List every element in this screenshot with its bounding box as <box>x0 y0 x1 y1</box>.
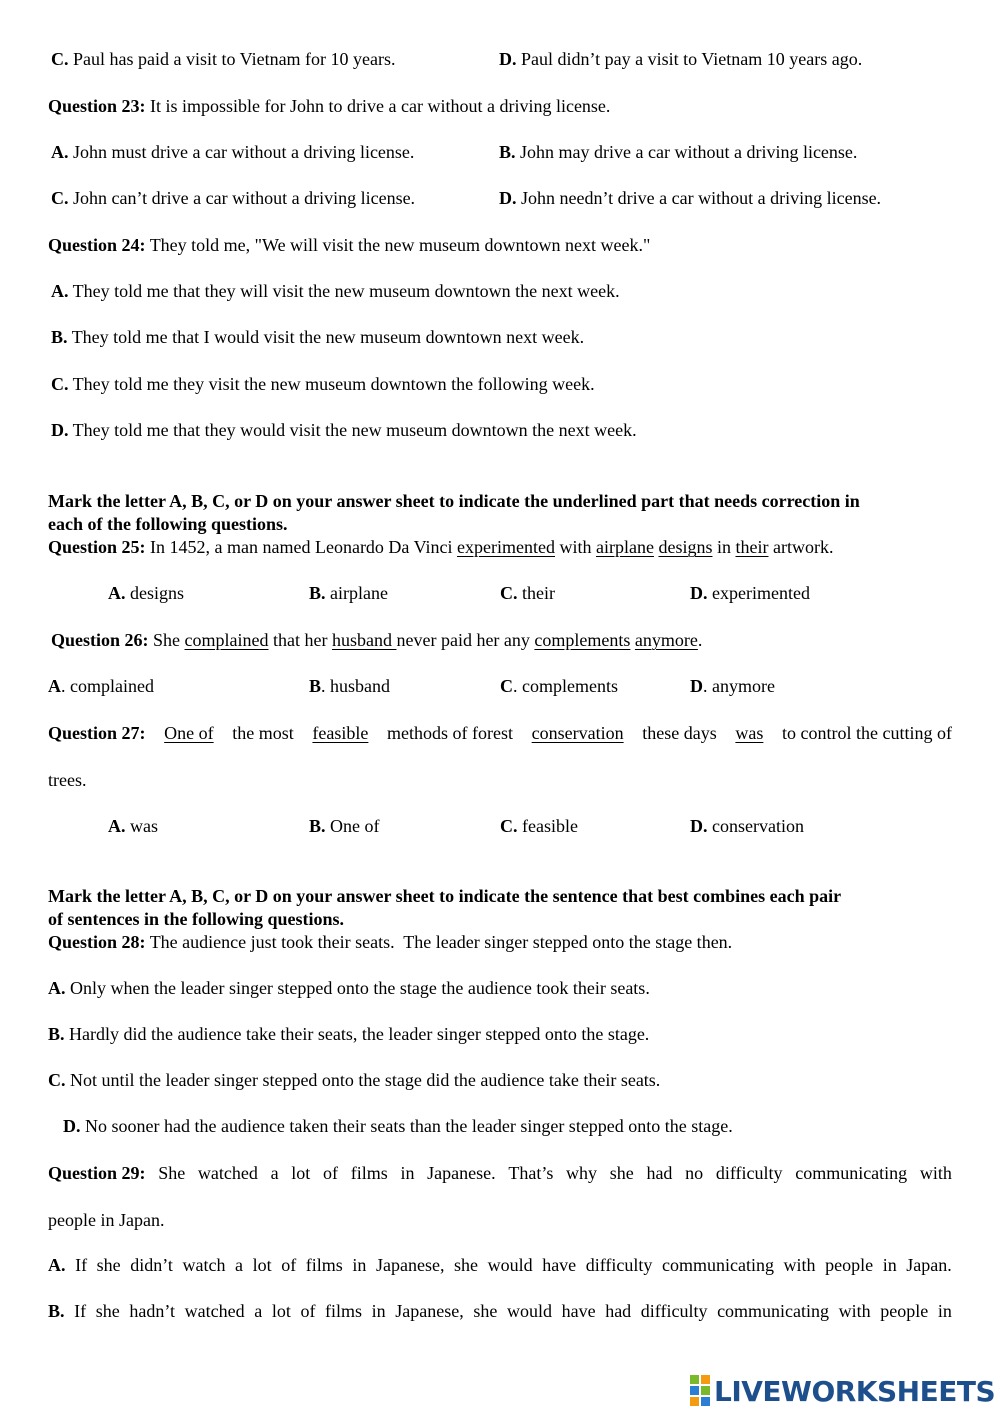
question-label: Question 27: <box>48 723 146 743</box>
option-text: They told me that I would visit the new museum downtown next week. <box>67 327 585 347</box>
instruction-line: Mark the letter A, B, C, or D on your answer sheet to indicate the underlined part that needs correction in <box>48 491 860 511</box>
section-instruction-correction <box>48 490 860 513</box>
question-27 <box>48 722 952 744</box>
word: a <box>235 1255 244 1275</box>
underlined-part: complements <box>534 630 631 650</box>
option-letter: C. <box>51 374 69 394</box>
question-26 <box>51 629 702 651</box>
underlined-part: One of <box>164 723 214 743</box>
word: people <box>825 1255 874 1275</box>
option-letter: C. <box>500 583 518 603</box>
option-letter: D. <box>690 816 708 836</box>
option-letter: D. <box>51 420 69 440</box>
question-24 <box>48 234 650 256</box>
option-23-c <box>51 187 415 209</box>
word: in <box>352 1255 367 1275</box>
section-instruction-correction-2 <box>48 513 288 536</box>
word: a <box>270 1163 279 1183</box>
instruction-line: of sentences in the following questions. <box>48 909 345 929</box>
word: Japanese, <box>395 1301 464 1321</box>
word: watched <box>197 1163 258 1183</box>
option-28-b <box>48 1023 649 1045</box>
stem-text: She <box>148 630 185 650</box>
question-stem: They told me, "We will visit the new museum downtown next week." <box>145 235 651 255</box>
question-23 <box>48 95 610 117</box>
logo-square <box>701 1386 710 1395</box>
instruction-line: Mark the letter A, B, C, or D on your answer sheet to indicate the sentence that best combines each pair <box>48 886 842 906</box>
option-22-d <box>499 48 862 70</box>
option-text: Paul didn’t pay a visit to Vietnam 10 years ago. <box>516 49 863 69</box>
word: of <box>323 1163 339 1183</box>
option-text: No sooner had the audience taken their seats than the leader singer stepped onto the stage. <box>80 1116 733 1136</box>
option-text: They told me that they would visit the new museum downtown the next week. <box>68 420 637 440</box>
word: she <box>473 1301 498 1321</box>
word: a <box>254 1301 263 1321</box>
option-letter: A. <box>48 1255 66 1275</box>
word: in <box>371 1301 386 1321</box>
option-letter: B. <box>48 1024 65 1044</box>
word: in <box>937 1301 952 1321</box>
option-text: John needn’t drive a car without a driving license. <box>516 188 882 208</box>
word: Japan. <box>906 1255 952 1275</box>
section-instruction-combine-2 <box>48 908 344 931</box>
option-23-d <box>499 187 881 209</box>
logo-square <box>701 1375 710 1384</box>
option-letter: A. <box>108 583 126 603</box>
option-text: airplane <box>325 583 388 603</box>
word: with <box>919 1163 952 1183</box>
logo-text: LIVEWORKSHEETS <box>714 1374 996 1408</box>
word: why <box>566 1163 598 1183</box>
option-27-a <box>108 815 158 837</box>
stem-text: in <box>712 537 736 557</box>
word: watch <box>182 1255 226 1275</box>
option-letter: A. <box>48 978 66 998</box>
underlined-part: complained <box>184 630 269 650</box>
option-text: designs <box>125 583 184 603</box>
option-text: Paul has paid a visit to Vietnam for 10 years. <box>68 49 396 69</box>
option-24-a <box>51 280 620 302</box>
stem-text: to control the cutting of <box>782 723 952 743</box>
word: she <box>95 1301 120 1321</box>
option-23-a <box>51 141 414 163</box>
word: If <box>74 1301 87 1321</box>
word: didn’t <box>130 1255 173 1275</box>
question-29-line2 <box>48 1209 164 1231</box>
word: watched <box>184 1301 245 1321</box>
option-27-b <box>309 815 380 837</box>
word: she <box>609 1163 634 1183</box>
underlined-part: conservation <box>531 723 624 743</box>
option-text: They told me they visit the new museum downtown the following week. <box>68 374 595 394</box>
word: films <box>325 1301 363 1321</box>
word: She <box>158 1163 186 1183</box>
word: with <box>783 1255 816 1275</box>
question-29 <box>48 1162 952 1184</box>
word: in <box>882 1255 897 1275</box>
word: had <box>646 1163 673 1183</box>
option-text: . complained <box>61 676 154 696</box>
stem-text: trees. <box>48 770 87 790</box>
option-text: They told me that they will visit the new museum downtown the next week. <box>68 281 620 301</box>
option-letter: B. <box>499 142 516 162</box>
option-letter: A. <box>108 816 126 836</box>
logo-square <box>690 1397 699 1406</box>
word: difficulty <box>640 1301 708 1321</box>
option-letter: A. <box>51 281 69 301</box>
option-letter: C. <box>51 188 69 208</box>
word: Japanese. <box>427 1163 496 1183</box>
word: difficulty <box>715 1163 783 1183</box>
stem-text: never paid her any <box>396 630 535 650</box>
stem-text: these days <box>642 723 717 743</box>
option-text: feasible <box>517 816 578 836</box>
word: of <box>281 1255 297 1275</box>
option-26-d <box>690 675 775 697</box>
option-28-a <box>48 977 650 999</box>
word: no <box>685 1163 704 1183</box>
question-label: Question 26: <box>51 630 149 650</box>
option-letter: D. <box>499 188 517 208</box>
word: communicating <box>717 1301 830 1321</box>
liveworksheets-icon <box>690 1375 710 1407</box>
stem-text: with <box>554 537 596 557</box>
word: If <box>75 1255 88 1275</box>
option-24-b <box>51 326 584 348</box>
option-text: John may drive a car without a driving license. <box>515 142 858 162</box>
stem-text: the most <box>232 723 294 743</box>
option-text: . anymore <box>703 676 775 696</box>
option-letter: B. <box>51 327 68 347</box>
word: with <box>838 1301 871 1321</box>
option-26-a <box>48 675 154 697</box>
word: hadn’t <box>129 1301 176 1321</box>
word: of <box>300 1301 316 1321</box>
word: films <box>350 1163 388 1183</box>
word: difficulty <box>585 1255 653 1275</box>
option-letter: D. <box>499 49 517 69</box>
logo-square <box>690 1375 699 1384</box>
underlined-part: husband <box>331 630 397 650</box>
stem-text: artwork. <box>768 537 834 557</box>
option-text: Hardly did the audience take their seats, the leader singer stepped onto the stage. <box>64 1024 650 1044</box>
option-28-c <box>48 1069 660 1091</box>
option-letter: C. <box>48 1070 66 1090</box>
word: films <box>305 1255 343 1275</box>
option-letter: A. <box>51 142 69 162</box>
question-label: Question 28: <box>48 932 146 952</box>
underlined-part: anymore <box>634 630 698 650</box>
option-text: Only when the leader singer stepped onto the stage the audience took their seats. <box>65 978 650 998</box>
question-label: Question 23: <box>48 96 146 116</box>
option-text: their <box>517 583 555 603</box>
question-28 <box>48 931 732 953</box>
word: have <box>542 1255 577 1275</box>
option-26-c <box>500 675 618 697</box>
logo-square <box>701 1397 710 1406</box>
option-23-b <box>499 141 857 163</box>
option-text: John must drive a car without a driving license. <box>68 142 415 162</box>
question-stem: It is impossible for John to drive a car without a driving license. <box>145 96 611 116</box>
option-text: Not until the leader singer stepped onto the stage did the audience take their seats. <box>65 1070 661 1090</box>
underlined-part: designs <box>658 537 713 557</box>
option-letter: B. <box>48 1301 65 1321</box>
stem-text: In 1452, a man named Leonardo Da Vinci <box>145 537 458 557</box>
option-text: experimented <box>707 583 810 603</box>
option-26-b <box>309 675 390 697</box>
stem-text: people in Japan. <box>48 1210 165 1230</box>
word: have <box>561 1301 596 1321</box>
word: lot <box>291 1163 311 1183</box>
option-letter: B <box>309 676 322 696</box>
option-text: . complements <box>513 676 618 696</box>
option-25-b <box>309 582 388 604</box>
logo-square <box>690 1386 699 1395</box>
word: lot <box>271 1301 291 1321</box>
option-letter: D <box>690 676 703 696</box>
option-27-c <box>500 815 578 837</box>
question-27-line2 <box>48 769 86 791</box>
word: she <box>96 1255 121 1275</box>
option-text: conservation <box>707 816 804 836</box>
word: communicating <box>795 1163 908 1183</box>
question-stem: The audience just took their seats. The leader singer stepped onto the stage then. <box>145 932 733 952</box>
underlined-part: experimented <box>457 537 555 557</box>
option-text: was <box>125 816 158 836</box>
stem-text: methods of forest <box>387 723 514 743</box>
option-letter: D. <box>63 1116 81 1136</box>
option-letter: C. <box>500 816 518 836</box>
question-25 <box>48 536 833 558</box>
option-28-d <box>63 1115 733 1137</box>
stem-text: that her <box>268 630 332 650</box>
stem-text: . <box>697 630 703 650</box>
option-letter: C. <box>51 49 69 69</box>
option-29-b <box>48 1300 952 1322</box>
option-25-a <box>108 582 184 604</box>
option-24-c <box>51 373 595 395</box>
word: people <box>880 1301 929 1321</box>
word: would <box>487 1255 533 1275</box>
question-label: Question 29: <box>48 1163 146 1183</box>
option-letter: D. <box>690 583 708 603</box>
option-letter: A <box>48 676 61 696</box>
question-label: Question 25: <box>48 537 146 557</box>
option-text: One of <box>325 816 380 836</box>
option-text: John can’t drive a car without a driving license. <box>68 188 416 208</box>
liveworksheets-logo <box>690 1373 995 1409</box>
option-24-d <box>51 419 637 441</box>
question-label: Question 24: <box>48 235 146 255</box>
option-letter: B. <box>309 816 326 836</box>
underlined-part: feasible <box>312 723 369 743</box>
word: Japanese, <box>375 1255 445 1275</box>
option-25-c <box>500 582 555 604</box>
instruction-line: each of the following questions. <box>48 514 288 534</box>
word: would <box>506 1301 552 1321</box>
underlined-part: was <box>735 723 764 743</box>
word: she <box>454 1255 479 1275</box>
option-25-d <box>690 582 810 604</box>
underlined-part: their <box>735 537 769 557</box>
underlined-part: airplane <box>596 537 654 557</box>
word: communicating <box>661 1255 774 1275</box>
section-instruction-combine <box>48 885 841 908</box>
option-29-a <box>48 1254 952 1276</box>
option-letter: B. <box>309 583 326 603</box>
word: lot <box>252 1255 272 1275</box>
option-letter: C <box>500 676 513 696</box>
word: That’s <box>508 1163 554 1183</box>
option-text: . husband <box>321 676 391 696</box>
word: in <box>400 1163 415 1183</box>
option-27-d <box>690 815 804 837</box>
option-22-c <box>51 48 396 70</box>
word: had <box>605 1301 632 1321</box>
